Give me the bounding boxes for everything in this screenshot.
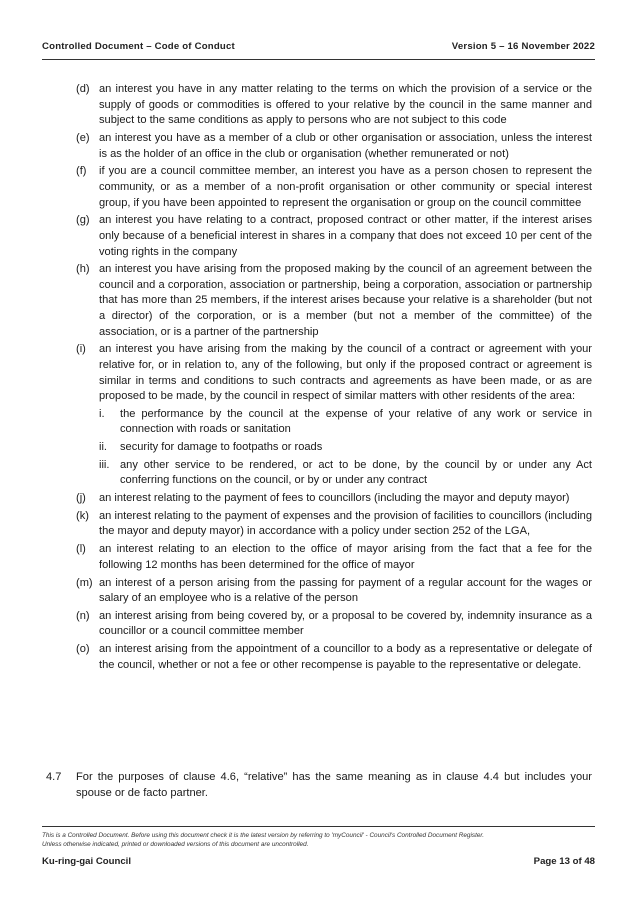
list-item-text: an interest arising from being covered by, or a proposal to be covered by, indemnity insurance as a councillor or a council committee member — [99, 609, 592, 638]
sub-item-text: the performance by the council at the expense of your relative of any work or service in connection with roads or sanitation — [120, 407, 592, 436]
list-item-h — [76, 262, 592, 340]
clause-number: 4.7 — [46, 771, 62, 783]
sub-item-ii — [99, 440, 592, 456]
list-item-f — [76, 164, 592, 211]
list-item-label: (f) — [76, 165, 87, 178]
list-item-o — [76, 642, 592, 673]
clause-text: For the purposes of clause 4.6, “relative” has the same meaning as in clause 4.4 but includes your spouse or de facto partner. — [76, 771, 592, 799]
list-item-text: an interest you have in any matter relating to the terms on which the provision of a service or the supply of goods or commodities is offered to your relative by the council in the same manner and subject to the same conditions as apply to persons who are not subject to this code — [99, 83, 592, 127]
list-item-j — [76, 491, 592, 507]
sub-item-text: security for damage to footpaths or roads — [120, 441, 323, 453]
sub-item-iii — [99, 458, 592, 489]
header-version: Version 5 – 16 November 2022 — [451, 41, 595, 52]
list-item-label: (j) — [76, 491, 86, 504]
sub-item-label: i. — [99, 407, 105, 420]
list-item-m — [76, 576, 592, 607]
list-item-l — [76, 542, 592, 573]
interest-list — [76, 82, 592, 676]
list-item-label: (l) — [76, 543, 86, 556]
list-item-label: (o) — [76, 643, 90, 656]
sub-item-label: iii. — [99, 458, 110, 471]
list-item-text: an interest you have arising from the proposed making by the council of an agreement between the council and a corporation, association or partnership, being a corporation, association or partnership that has more than 25 members, if the interest arises because your relative is a shareholder (but not a director) of the corporation, or is a member (but not a member of the committee) of the association, or is a partner of the partnership — [99, 263, 592, 338]
list-item-label: (m) — [76, 576, 93, 589]
list-item-n — [76, 609, 592, 640]
page-number: Page 13 of 48 — [533, 856, 595, 867]
list-item-text: an interest of a person arising from the passing for payment of a regular account for the wages or salary of an employee who is a relative of the person — [99, 576, 592, 605]
list-item-text: if you are a council committee member, an interest you have as a person chosen to represent the community, or as a member of a non-profit organisation or other community or special interest group, if you have been appointed to represent the organisation or group on the council committee — [99, 165, 592, 209]
list-item-body — [99, 342, 592, 488]
list-item-text: an interest you have relating to a contract, proposed contract or other matter, if the interest arises only because of a beneficial interest in shares in a company that does not exceed 10 per cent of the voting rights in the company — [99, 214, 592, 258]
list-item-text: an interest you have arising from the making by the council of a contract or agreement with your relative for, or in relation to, any of the following, but only if the proposed contract or agreement is similar in terms and conditions to such contracts and agreements as have been made, or as are proposed to be made, by the council in respect of similar matters with other residents of the area: — [99, 343, 592, 403]
list-item-label: (h) — [76, 263, 90, 276]
header-document-title: Controlled Document – Code of Conduct — [42, 41, 235, 52]
list-item-text: an interest relating to an election to the office of mayor arising from the fact that a fee for the following 12 months has been determined for the office of mayor — [99, 543, 592, 571]
list-item-g — [76, 213, 592, 260]
list-item-label: (i) — [76, 343, 86, 356]
sub-item-text: any other service to be rendered, or act to be done, by the council by or under any Act conferring functions on the council, or by or under any contract — [120, 458, 592, 487]
footer-rule — [42, 826, 595, 827]
sub-item-label: ii. — [99, 441, 108, 453]
list-item-e — [76, 131, 592, 162]
list-item-i — [76, 342, 592, 488]
list-item-label: (n) — [76, 609, 90, 622]
list-item-text: an interest relating to the payment of expenses and the provision of facilities to councillors (including the mayor and deputy mayor) in accordance with a policy under section 252 of the LGA, — [99, 509, 592, 538]
list-item-text: an interest relating to the payment of fees to councillors (including the mayor and deputy mayor) — [99, 491, 570, 504]
header-rule — [42, 59, 595, 60]
list-item-label: (k) — [76, 509, 89, 522]
sub-list — [99, 407, 592, 489]
list-item-label: (d) — [76, 83, 90, 95]
list-item-k — [76, 509, 592, 540]
list-item-d — [76, 82, 592, 129]
sub-item-i — [99, 407, 592, 438]
controlled-document-notice — [42, 831, 595, 850]
page-header — [42, 41, 595, 55]
list-item-label: (e) — [76, 131, 90, 144]
notice-line-2: Unless otherwise indicated, printed or downloaded versions of this document are uncontrolled. — [42, 841, 309, 849]
clause-4-7 — [46, 770, 592, 801]
footer-organisation: Ku-ring-gai Council — [42, 856, 131, 867]
list-item-label: (g) — [76, 214, 90, 227]
list-item-text: an interest you have as a member of a club or other organisation or association, unless the interest is as the holder of an office in the club or organisation (whether remunerated or not) — [99, 131, 592, 160]
page-footer — [42, 856, 595, 870]
list-item-text: an interest arising from the appointment of a councillor to a body as a representative or delegate of the council, whether or not a fee or other recompense is payable to the representative or delegate. — [99, 643, 592, 671]
notice-line-1: This is a Controlled Document. Before using this document check it is the latest version by referring to 'myCouncil' - Council's Controlled Document Register. — [42, 832, 485, 839]
